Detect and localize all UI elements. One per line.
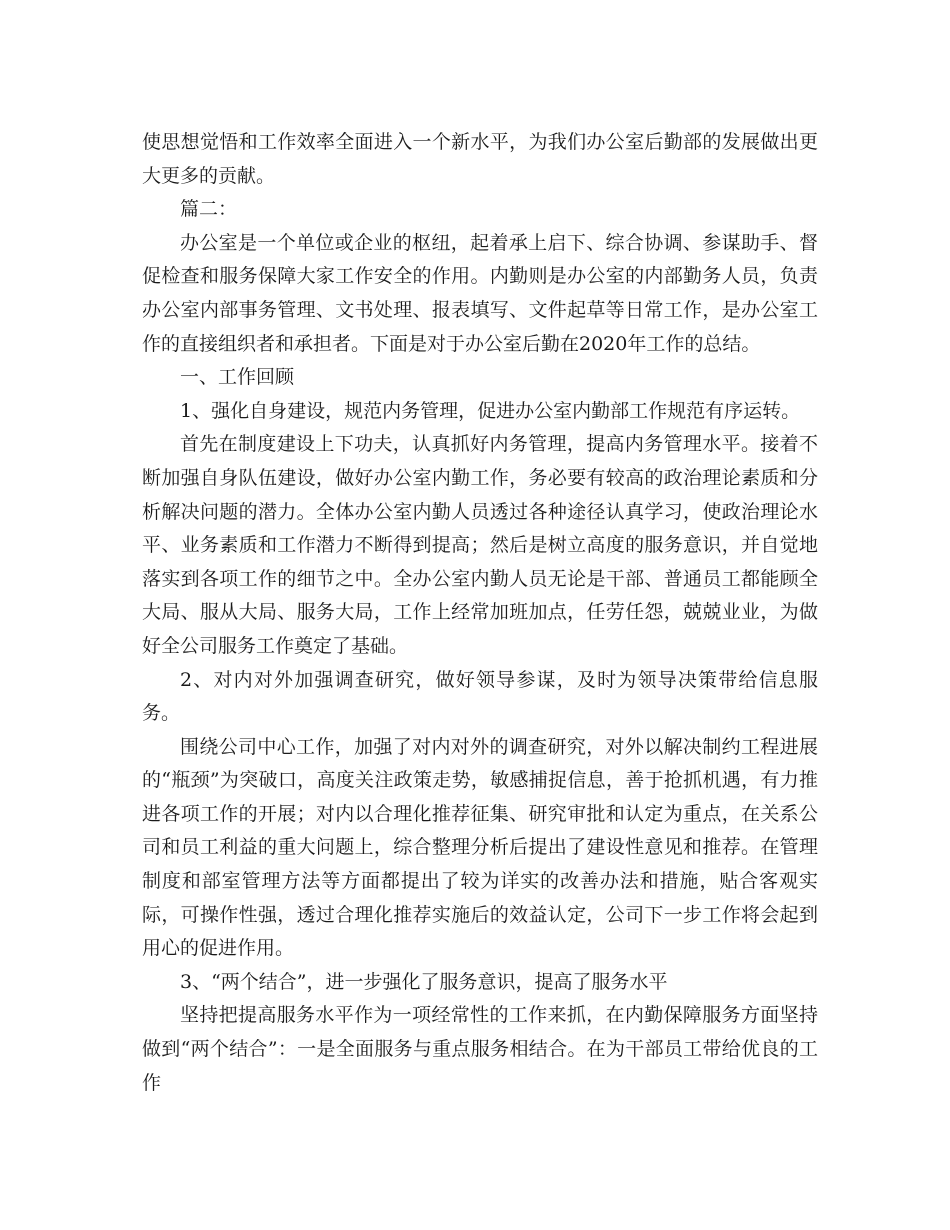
paragraph-intro: 办公室是一个单位或企业的枢纽，起着承上启下、综合协调、参谋助手、督促检查和服务保障大家工作安全的作用。内勤则是办公室的内部勤务人员，负责办公室内部事务管理、文书处理、报表填写、文件起草等日常工作，是办公室工作的直接组织者和承担者。下面是对于办公室后勤在2020年工作的总结。	[142, 231, 818, 355]
section-heading-part-two: 篇二：	[180, 198, 238, 221]
paragraph-item-2-body: 围绕公司中心工作，加强了对内对外的调查研究，对外以解决制约工程进展的“瓶颈”为突破口，高度关注政策走势，敏感捕捉信息，善于抢抓机遇，有力推进各项工作的开展；对内以合理化推荐征集、研究审批和认定为重点，在关系公司和员工利益的重大问题上，综合整理分析后提出了建设性意见和推荐。在管理制度和部室管理方法等方面都提出了较为详实的改善办法和措施，贴合客观实际，可操作性强，透过合理化推荐实施后的效益认定，公司下一步工作将会起到用心的促进作用。	[142, 735, 818, 960]
document-body	[142, 126, 818, 1100]
section-heading-work-review: 一、工作回顾	[180, 366, 295, 389]
paragraph-item-3-body: 坚持把提高服务水平作为一项经常性的工作来抓，在内勤保障服务方面坚持做到“两个结合”：一是全面服务与重点服务相结合。在为干部员工带给优良的工作	[142, 1004, 818, 1094]
paragraph-item-1-body: 首先在制度建设上下功夫，认真抓好内务管理，提高内务管理水平。接着不断加强自身队伍建设，做好办公室内勤工作，务必要有较高的政治理论素质和分析解决问题的潜力。全体办公室内勤人员透过各种途径认真学习，使政治理论水平、业务素质和工作潜力不断得到提高；然后是树立高度的服务意识，并自觉地落实到各项工作的细节之中。全办公室内勤人员无论是干部、普通员工都能顾全大局、服从大局、服务大局，工作上经常加班加点，任劳任怨，兢兢业业，为做好全公司服务工作奠定了基础。	[142, 433, 818, 657]
subheading-item-1: 1、强化自身建设，规范内务管理，促进办公室内勤部工作规范有序运转。	[180, 399, 801, 422]
paragraph-continuation: 使思想觉悟和工作效率全面进入一个新水平，为我们办公室后勤部的发展做出更大更多的贡献。	[142, 131, 818, 187]
subheading-item-3: 3、“两个结合”，进一步强化了服务意识，提高了服务水平	[180, 970, 668, 993]
subheading-item-2: 2、对内对外加强调查研究，做好领导参谋，及时为领导决策带给信息服务。	[142, 668, 818, 725]
